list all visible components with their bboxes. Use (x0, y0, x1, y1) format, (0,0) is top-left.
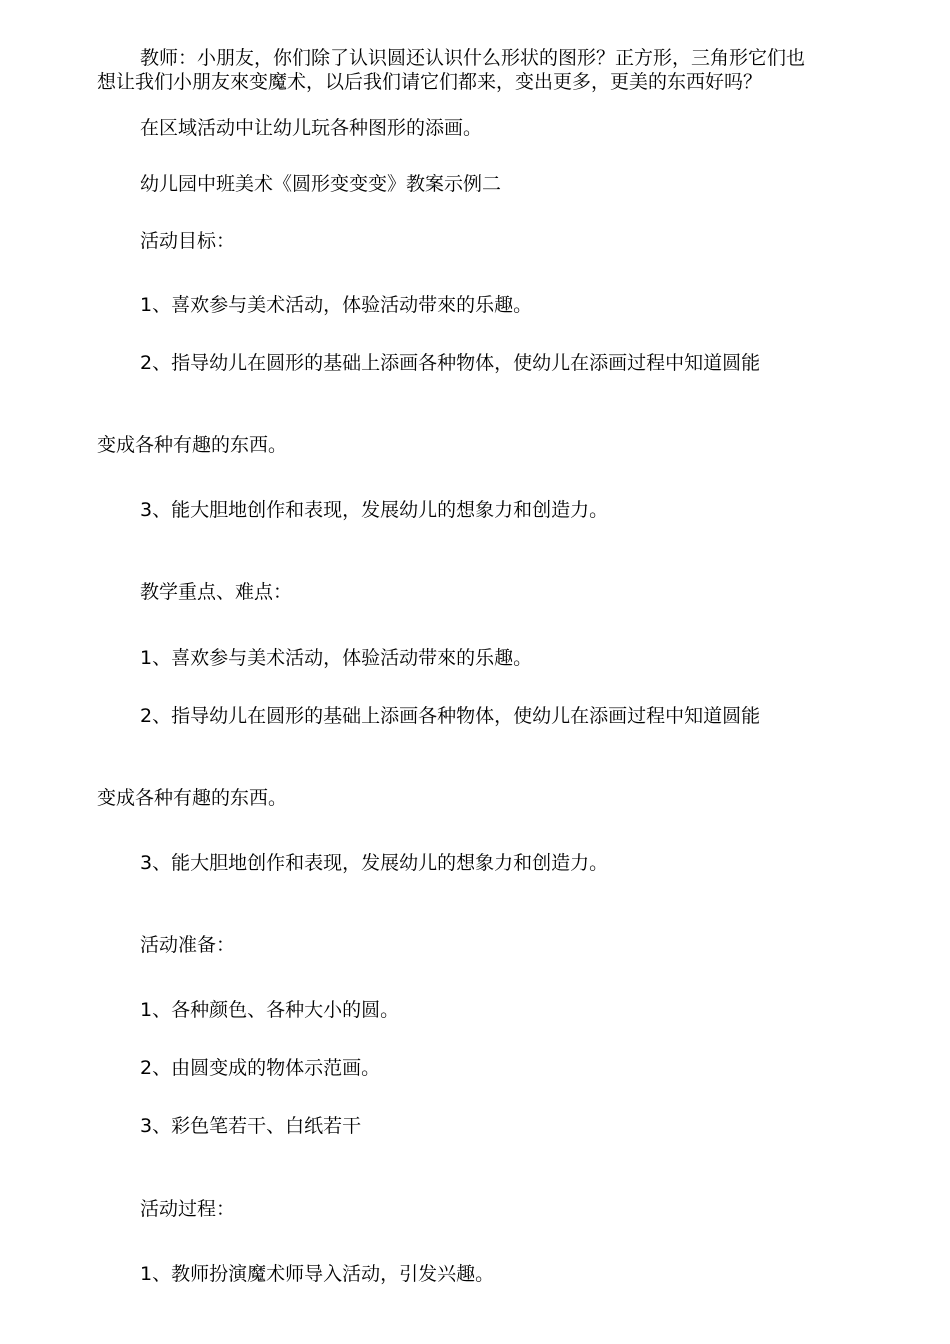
goal-item: 3、能大胆地创作和表现，发展幼儿的想象力和创造力。 (140, 499, 609, 521)
intro-paragraph-line-2: 想让我们小朋友來变魔术，以后我们请它们都来，变出更多，更美的东西好吗？ (97, 71, 763, 93)
key-point-item-continuation: 变成各种有趣的东西。 (97, 787, 288, 809)
preparation-item: 2、由圆变成的物体示范画。 (140, 1057, 381, 1079)
process-item: 1、教师扮演魔术师导入活动，引发兴趣。 (140, 1263, 495, 1285)
key-point-item: 3、能大胆地创作和表现，发展幼儿的想象力和创造力。 (140, 852, 609, 874)
key-point-item: 2、指导幼儿在圆形的基础上添画各种物体，使幼儿在添画过程中知道圆能 (140, 705, 761, 727)
goal-item: 1、喜欢参与美术活动，体验活动带來的乐趣。 (140, 294, 533, 316)
preparation-item: 1、各种颜色、各种大小的圆。 (140, 999, 400, 1021)
key-point-item: 1、喜欢参与美术活动，体验活动带來的乐趣。 (140, 647, 533, 669)
goal-item-continuation: 变成各种有趣的东西。 (97, 434, 288, 456)
preparation-item: 3、彩色笔若干、白纸若干 (140, 1115, 362, 1137)
example-title: 幼儿园中班美术《圆形变变变》教案示例二 (140, 173, 502, 195)
key-points-heading: 教学重点、难点： (140, 581, 293, 603)
extension-paragraph: 在区域活动中让幼儿玩各种图形的添画。 (140, 117, 483, 139)
intro-paragraph-line-1: 教师：小朋友，你们除了认识圆还认识什么形状的图形？正方形，三角形它们也 (140, 47, 806, 69)
preparation-heading: 活动准备： (140, 934, 236, 956)
goals-heading: 活动目标： (140, 230, 236, 252)
goal-item: 2、指导幼儿在圆形的基础上添画各种物体，使幼儿在添画过程中知道圆能 (140, 352, 761, 374)
process-heading: 活动过程： (140, 1198, 236, 1220)
